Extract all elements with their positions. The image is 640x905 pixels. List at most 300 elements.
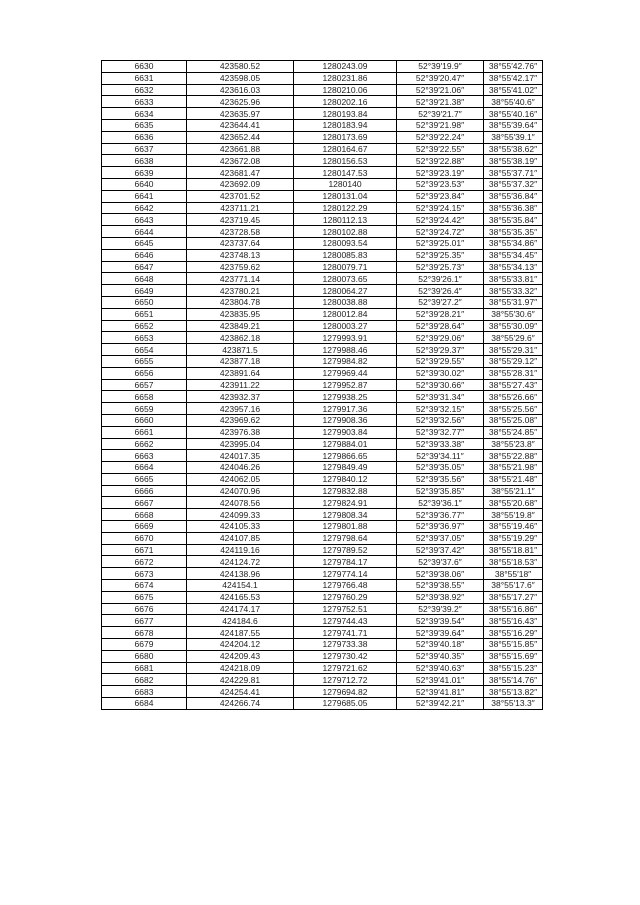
point-number-cell: 6659: [102, 403, 187, 415]
table-row: [102, 167, 543, 179]
latitude-cell: 52°39′37.05″: [397, 532, 484, 544]
x-coordinate-cell: 424017.35: [187, 450, 294, 462]
point-number-cell: 6638: [102, 155, 187, 167]
x-coordinate-cell: 424184.6: [187, 615, 294, 627]
x-coordinate-cell: 424266.74: [187, 698, 294, 710]
table-row: [102, 214, 543, 226]
point-number-cell: 6668: [102, 509, 187, 521]
x-coordinate-cell: 424138.96: [187, 568, 294, 580]
point-number-cell: 6661: [102, 426, 187, 438]
table-row: [102, 674, 543, 686]
longitude-cell: 38°55′14.76″: [484, 674, 543, 686]
longitude-cell: 38°55′35.84″: [484, 214, 543, 226]
x-coordinate-cell: 423759.62: [187, 261, 294, 273]
y-coordinate-cell: 1279903.84: [294, 426, 397, 438]
x-coordinate-cell: 423804.78: [187, 296, 294, 308]
table-row: [102, 332, 543, 344]
latitude-cell: 52°39′25.01″: [397, 237, 484, 249]
y-coordinate-cell: 1279832.88: [294, 485, 397, 497]
x-coordinate-cell: 424204.12: [187, 639, 294, 651]
x-coordinate-cell: 423728.58: [187, 226, 294, 238]
point-number-cell: 6644: [102, 226, 187, 238]
latitude-cell: 52°39′24.15″: [397, 202, 484, 214]
x-coordinate-cell: 423652.44: [187, 131, 294, 143]
y-coordinate-cell: 1280122.29: [294, 202, 397, 214]
x-coordinate-cell: 424099.33: [187, 509, 294, 521]
longitude-cell: 38°55′24.85″: [484, 426, 543, 438]
table-row: [102, 509, 543, 521]
x-coordinate-cell: 423835.95: [187, 308, 294, 320]
latitude-cell: 52°39′40.18″: [397, 639, 484, 651]
y-coordinate-cell: 1279774.14: [294, 568, 397, 580]
latitude-cell: 52°39′34.11″: [397, 450, 484, 462]
y-coordinate-cell: 1279752.51: [294, 603, 397, 615]
longitude-cell: 38°55′13.82″: [484, 686, 543, 698]
point-number-cell: 6639: [102, 167, 187, 179]
latitude-cell: 52°39′38.55″: [397, 580, 484, 592]
point-number-cell: 6677: [102, 615, 187, 627]
longitude-cell: 38°55′21.98″: [484, 462, 543, 474]
longitude-cell: 38°55′33.32″: [484, 285, 543, 297]
table-row: [102, 96, 543, 108]
longitude-cell: 38°55′39.1″: [484, 131, 543, 143]
latitude-cell: 52°39′21.98″: [397, 119, 484, 131]
point-number-cell: 6647: [102, 261, 187, 273]
latitude-cell: 52°39′39.54″: [397, 615, 484, 627]
table-row: [102, 615, 543, 627]
longitude-cell: 38°55′16.86″: [484, 603, 543, 615]
x-coordinate-cell: 424119.16: [187, 544, 294, 556]
point-number-cell: 6663: [102, 450, 187, 462]
y-coordinate-cell: 1279721.62: [294, 662, 397, 674]
x-coordinate-cell: 423849.21: [187, 320, 294, 332]
longitude-cell: 38°55′36.84″: [484, 190, 543, 202]
x-coordinate-cell: 424070.96: [187, 485, 294, 497]
table-row: [102, 178, 543, 190]
latitude-cell: 52°39′32.15″: [397, 403, 484, 415]
x-coordinate-cell: 423969.62: [187, 414, 294, 426]
x-coordinate-cell: 423681.47: [187, 167, 294, 179]
y-coordinate-cell: 1279984.82: [294, 355, 397, 367]
table-row: [102, 438, 543, 450]
latitude-cell: 52°39′28.64″: [397, 320, 484, 332]
longitude-cell: 38°55′17.27″: [484, 591, 543, 603]
table-row: [102, 580, 543, 592]
table-row: [102, 497, 543, 509]
x-coordinate-cell: 424218.09: [187, 662, 294, 674]
y-coordinate-cell: 1279908.36: [294, 414, 397, 426]
latitude-cell: 52°39′21.38″: [397, 96, 484, 108]
y-coordinate-cell: 1279760.29: [294, 591, 397, 603]
x-coordinate-cell: 423635.97: [187, 108, 294, 120]
x-coordinate-cell: 423911.22: [187, 379, 294, 391]
point-number-cell: 6631: [102, 72, 187, 84]
point-number-cell: 6630: [102, 61, 187, 73]
table-row: [102, 355, 543, 367]
y-coordinate-cell: 1279917.36: [294, 403, 397, 415]
longitude-cell: 38°55′28.31″: [484, 367, 543, 379]
x-coordinate-cell: 423711.21: [187, 202, 294, 214]
table-row: [102, 662, 543, 674]
table-row: [102, 568, 543, 580]
latitude-cell: 52°39′36.97″: [397, 521, 484, 533]
point-number-cell: 6669: [102, 521, 187, 533]
table-row: [102, 308, 543, 320]
y-coordinate-cell: 1280038.88: [294, 296, 397, 308]
x-coordinate-cell: 424254.41: [187, 686, 294, 698]
point-number-cell: 6636: [102, 131, 187, 143]
latitude-cell: 52°39′23.19″: [397, 167, 484, 179]
latitude-cell: 52°39′38.06″: [397, 568, 484, 580]
latitude-cell: 52°39′20.47″: [397, 72, 484, 84]
x-coordinate-cell: 423598.05: [187, 72, 294, 84]
longitude-cell: 38°55′15.69″: [484, 650, 543, 662]
point-number-cell: 6641: [102, 190, 187, 202]
table-row: [102, 285, 543, 297]
longitude-cell: 38°55′42.76″: [484, 61, 543, 73]
y-coordinate-cell: 1279938.25: [294, 391, 397, 403]
table-row: [102, 462, 543, 474]
x-coordinate-cell: 423701.52: [187, 190, 294, 202]
y-coordinate-cell: 1280164.67: [294, 143, 397, 155]
point-number-cell: 6649: [102, 285, 187, 297]
latitude-cell: 52°39′41.81″: [397, 686, 484, 698]
longitude-cell: 38°55′15.23″: [484, 662, 543, 674]
table-row: [102, 485, 543, 497]
latitude-cell: 52°39′22.55″: [397, 143, 484, 155]
y-coordinate-cell: 1280243.09: [294, 61, 397, 73]
longitude-cell: 38°55′31.97″: [484, 296, 543, 308]
y-coordinate-cell: 1279712.72: [294, 674, 397, 686]
y-coordinate-cell: 1279744.43: [294, 615, 397, 627]
latitude-cell: 52°39′27.2″: [397, 296, 484, 308]
point-number-cell: 6682: [102, 674, 187, 686]
y-coordinate-cell: 1279849.49: [294, 462, 397, 474]
y-coordinate-cell: 1280140: [294, 178, 397, 190]
y-coordinate-cell: 1279766.48: [294, 580, 397, 592]
table-row: [102, 143, 543, 155]
y-coordinate-cell: 1280102.88: [294, 226, 397, 238]
latitude-cell: 52°39′32.77″: [397, 426, 484, 438]
latitude-cell: 52°39′35.85″: [397, 485, 484, 497]
x-coordinate-cell: 423616.03: [187, 84, 294, 96]
point-number-cell: 6653: [102, 332, 187, 344]
longitude-cell: 38°55′19.29″: [484, 532, 543, 544]
x-coordinate-cell: 424124.72: [187, 556, 294, 568]
table-row: [102, 639, 543, 651]
point-number-cell: 6679: [102, 639, 187, 651]
table-row: [102, 226, 543, 238]
point-number-cell: 6683: [102, 686, 187, 698]
x-coordinate-cell: 423862.18: [187, 332, 294, 344]
latitude-cell: 52°39′24.42″: [397, 214, 484, 226]
x-coordinate-cell: 423625.96: [187, 96, 294, 108]
x-coordinate-cell: 423771.14: [187, 273, 294, 285]
longitude-cell: 38°55′29.12″: [484, 355, 543, 367]
latitude-cell: 52°39′23.53″: [397, 178, 484, 190]
y-coordinate-cell: 1280231.86: [294, 72, 397, 84]
latitude-cell: 52°39′24.72″: [397, 226, 484, 238]
longitude-cell: 38°55′21.1″: [484, 485, 543, 497]
x-coordinate-cell: 424165.53: [187, 591, 294, 603]
point-number-cell: 6640: [102, 178, 187, 190]
y-coordinate-cell: 1279993.91: [294, 332, 397, 344]
x-coordinate-cell: 423891.64: [187, 367, 294, 379]
y-coordinate-cell: 1280064.27: [294, 285, 397, 297]
longitude-cell: 38°55′13.3″: [484, 698, 543, 710]
y-coordinate-cell: 1279824.91: [294, 497, 397, 509]
latitude-cell: 52°39′21.7″: [397, 108, 484, 120]
x-coordinate-cell: 424105.33: [187, 521, 294, 533]
table-row: [102, 414, 543, 426]
longitude-cell: 38°55′22.88″: [484, 450, 543, 462]
latitude-cell: 52°39′37.42″: [397, 544, 484, 556]
table-row: [102, 344, 543, 356]
point-number-cell: 6684: [102, 698, 187, 710]
y-coordinate-cell: 1280147.53: [294, 167, 397, 179]
point-number-cell: 6673: [102, 568, 187, 580]
point-number-cell: 6632: [102, 84, 187, 96]
x-coordinate-cell: 424046.26: [187, 462, 294, 474]
longitude-cell: 38°55′17.6″: [484, 580, 543, 592]
latitude-cell: 52°39′25.35″: [397, 249, 484, 261]
table-row: [102, 84, 543, 96]
latitude-cell: 52°39′25.73″: [397, 261, 484, 273]
point-number-cell: 6652: [102, 320, 187, 332]
point-number-cell: 6645: [102, 237, 187, 249]
x-coordinate-cell: 423661.88: [187, 143, 294, 155]
table-row: [102, 650, 543, 662]
x-coordinate-cell: 423780.21: [187, 285, 294, 297]
point-number-cell: 6655: [102, 355, 187, 367]
table-row: [102, 532, 543, 544]
table-row: [102, 320, 543, 332]
latitude-cell: 52°39′35.05″: [397, 462, 484, 474]
x-coordinate-cell: 423692.09: [187, 178, 294, 190]
latitude-cell: 52°39′29.55″: [397, 355, 484, 367]
table-row: [102, 155, 543, 167]
table-row: [102, 379, 543, 391]
table-row: [102, 591, 543, 603]
y-coordinate-cell: 1279733.38: [294, 639, 397, 651]
point-number-cell: 6654: [102, 344, 187, 356]
point-number-cell: 6656: [102, 367, 187, 379]
longitude-cell: 38°55′16.43″: [484, 615, 543, 627]
latitude-cell: 52°39′35.56″: [397, 473, 484, 485]
x-coordinate-cell: 423580.52: [187, 61, 294, 73]
latitude-cell: 52°39′30.02″: [397, 367, 484, 379]
table-row: [102, 544, 543, 556]
point-number-cell: 6635: [102, 119, 187, 131]
latitude-cell: 52°39′41.01″: [397, 674, 484, 686]
y-coordinate-cell: 1280131.04: [294, 190, 397, 202]
x-coordinate-cell: 423957.16: [187, 403, 294, 415]
longitude-cell: 38°55′40.16″: [484, 108, 543, 120]
point-number-cell: 6642: [102, 202, 187, 214]
latitude-cell: 52°39′39.64″: [397, 627, 484, 639]
y-coordinate-cell: 1280193.84: [294, 108, 397, 120]
x-coordinate-cell: 423748.13: [187, 249, 294, 261]
y-coordinate-cell: 1279694.82: [294, 686, 397, 698]
y-coordinate-cell: 1280093.54: [294, 237, 397, 249]
latitude-cell: 52°39′40.35″: [397, 650, 484, 662]
point-number-cell: 6634: [102, 108, 187, 120]
y-coordinate-cell: 1280085.83: [294, 249, 397, 261]
table-row: [102, 556, 543, 568]
y-coordinate-cell: 1279801.88: [294, 521, 397, 533]
x-coordinate-cell: 424187.55: [187, 627, 294, 639]
x-coordinate-cell: 423719.45: [187, 214, 294, 226]
table-row: [102, 72, 543, 84]
table-row: [102, 403, 543, 415]
longitude-cell: 38°55′27.43″: [484, 379, 543, 391]
latitude-cell: 52°39′22.88″: [397, 155, 484, 167]
y-coordinate-cell: 1279952.87: [294, 379, 397, 391]
x-coordinate-cell: 423737.64: [187, 237, 294, 249]
x-coordinate-cell: 423995.04: [187, 438, 294, 450]
x-coordinate-cell: 423672.08: [187, 155, 294, 167]
longitude-cell: 38°55′42.17″: [484, 72, 543, 84]
longitude-cell: 38°55′25.56″: [484, 403, 543, 415]
table-row: [102, 627, 543, 639]
longitude-cell: 38°55′18.81″: [484, 544, 543, 556]
latitude-cell: 52°39′23.84″: [397, 190, 484, 202]
point-number-cell: 6665: [102, 473, 187, 485]
longitude-cell: 38°55′41.02″: [484, 84, 543, 96]
longitude-cell: 38°55′18″: [484, 568, 543, 580]
point-number-cell: 6650: [102, 296, 187, 308]
longitude-cell: 38°55′39.64″: [484, 119, 543, 131]
x-coordinate-cell: 423644.41: [187, 119, 294, 131]
y-coordinate-cell: 1280073.65: [294, 273, 397, 285]
latitude-cell: 52°39′38.92″: [397, 591, 484, 603]
table-row: [102, 249, 543, 261]
y-coordinate-cell: 1280079.71: [294, 261, 397, 273]
x-coordinate-cell: 424229.81: [187, 674, 294, 686]
longitude-cell: 38°55′38.19″: [484, 155, 543, 167]
table-row: [102, 521, 543, 533]
latitude-cell: 52°39′33.38″: [397, 438, 484, 450]
point-number-cell: 6674: [102, 580, 187, 592]
point-number-cell: 6664: [102, 462, 187, 474]
latitude-cell: 52°39′39.2″: [397, 603, 484, 615]
y-coordinate-cell: 1279988.46: [294, 344, 397, 356]
point-number-cell: 6648: [102, 273, 187, 285]
table-row: [102, 273, 543, 285]
y-coordinate-cell: 1280183.94: [294, 119, 397, 131]
table-row: [102, 426, 543, 438]
point-number-cell: 6676: [102, 603, 187, 615]
point-number-cell: 6643: [102, 214, 187, 226]
point-number-cell: 6672: [102, 556, 187, 568]
longitude-cell: 38°55′25.08″: [484, 414, 543, 426]
y-coordinate-cell: 1279730.42: [294, 650, 397, 662]
latitude-cell: 52°39′28.21″: [397, 308, 484, 320]
longitude-cell: 38°55′29.6″: [484, 332, 543, 344]
table-row: [102, 686, 543, 698]
table-row: [102, 473, 543, 485]
x-coordinate-cell: 424078.56: [187, 497, 294, 509]
latitude-cell: 52°39′40.63″: [397, 662, 484, 674]
latitude-cell: 52°39′19.9″: [397, 61, 484, 73]
latitude-cell: 52°39′36.77″: [397, 509, 484, 521]
table-row: [102, 119, 543, 131]
latitude-cell: 52°39′32.56″: [397, 414, 484, 426]
y-coordinate-cell: 1280210.06: [294, 84, 397, 96]
latitude-cell: 52°39′26.4″: [397, 285, 484, 297]
latitude-cell: 52°39′42.21″: [397, 698, 484, 710]
table-row: [102, 131, 543, 143]
point-number-cell: 6681: [102, 662, 187, 674]
longitude-cell: 38°55′34.45″: [484, 249, 543, 261]
y-coordinate-cell: 1280156.53: [294, 155, 397, 167]
table-row: [102, 108, 543, 120]
latitude-cell: 52°39′26.1″: [397, 273, 484, 285]
coordinates-table-body: [102, 61, 543, 710]
point-number-cell: 6667: [102, 497, 187, 509]
longitude-cell: 38°55′34.13″: [484, 261, 543, 273]
x-coordinate-cell: 423877.18: [187, 355, 294, 367]
coordinates-table: [101, 60, 543, 710]
longitude-cell: 38°55′37.71″: [484, 167, 543, 179]
longitude-cell: 38°55′35.35″: [484, 226, 543, 238]
y-coordinate-cell: 1279884.01: [294, 438, 397, 450]
longitude-cell: 38°55′38.62″: [484, 143, 543, 155]
x-coordinate-cell: 424209.43: [187, 650, 294, 662]
latitude-cell: 52°39′29.06″: [397, 332, 484, 344]
longitude-cell: 38°55′37.32″: [484, 178, 543, 190]
point-number-cell: 6660: [102, 414, 187, 426]
longitude-cell: 38°55′16.29″: [484, 627, 543, 639]
point-number-cell: 6657: [102, 379, 187, 391]
x-coordinate-cell: 424107.85: [187, 532, 294, 544]
x-coordinate-cell: 424062.05: [187, 473, 294, 485]
table-row: [102, 237, 543, 249]
x-coordinate-cell: 423976.38: [187, 426, 294, 438]
point-number-cell: 6671: [102, 544, 187, 556]
y-coordinate-cell: 1279969.44: [294, 367, 397, 379]
latitude-cell: 52°39′37.6″: [397, 556, 484, 568]
point-number-cell: 6646: [102, 249, 187, 261]
table-row: [102, 603, 543, 615]
y-coordinate-cell: 1280003.27: [294, 320, 397, 332]
latitude-cell: 52°39′22.24″: [397, 131, 484, 143]
point-number-cell: 6675: [102, 591, 187, 603]
y-coordinate-cell: 1280112.13: [294, 214, 397, 226]
latitude-cell: 52°39′36.1″: [397, 497, 484, 509]
table-row: [102, 61, 543, 73]
y-coordinate-cell: 1279798.64: [294, 532, 397, 544]
table-row: [102, 450, 543, 462]
y-coordinate-cell: 1279840.12: [294, 473, 397, 485]
latitude-cell: 52°39′29.37″: [397, 344, 484, 356]
longitude-cell: 38°55′34.86″: [484, 237, 543, 249]
longitude-cell: 38°55′40.6″: [484, 96, 543, 108]
y-coordinate-cell: 1279741.71: [294, 627, 397, 639]
table-row: [102, 261, 543, 273]
x-coordinate-cell: 424174.17: [187, 603, 294, 615]
point-number-cell: 6680: [102, 650, 187, 662]
y-coordinate-cell: 1279808.34: [294, 509, 397, 521]
longitude-cell: 38°55′20.68″: [484, 497, 543, 509]
latitude-cell: 52°39′31.34″: [397, 391, 484, 403]
point-number-cell: 6666: [102, 485, 187, 497]
table-row: [102, 391, 543, 403]
y-coordinate-cell: 1279789.52: [294, 544, 397, 556]
longitude-cell: 38°55′15.85″: [484, 639, 543, 651]
longitude-cell: 38°55′21.48″: [484, 473, 543, 485]
x-coordinate-cell: 423871.5: [187, 344, 294, 356]
